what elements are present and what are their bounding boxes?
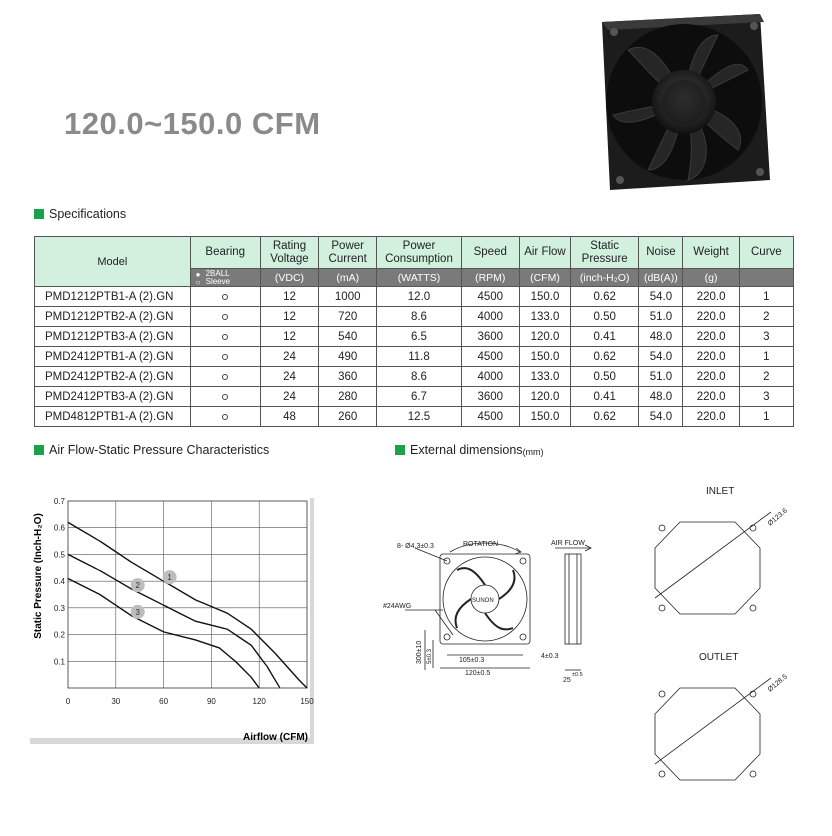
- cell-model: PMD1212PTB3-A (2).GN: [35, 327, 191, 347]
- cell-model: PMD2412PTB2-A (2).GN: [35, 367, 191, 387]
- cell-cfm: 133.0: [519, 307, 570, 327]
- cell-voltage: 24: [260, 387, 318, 407]
- cell-curve: 3: [739, 327, 793, 347]
- cell-cfm: 120.0: [519, 387, 570, 407]
- airflow-pressure-chart: [28, 488, 316, 744]
- cell-voltage: 48: [260, 407, 318, 427]
- label-dim-5: 5±0.3: [427, 649, 433, 664]
- header-rating-voltage: Rating Voltage: [260, 237, 318, 269]
- specifications-table: [34, 236, 794, 427]
- cell-model: PMD4812PTB1-A (2).GN: [35, 407, 191, 427]
- cell-pressure: 0.62: [571, 287, 639, 307]
- ball-bearing-icon: [222, 374, 228, 380]
- cell-cfm: 120.0: [519, 327, 570, 347]
- header-static-pressure: Static Pressure: [571, 237, 639, 269]
- bullet-square-icon: [34, 445, 44, 455]
- bullet-square-icon: [395, 445, 405, 455]
- cell-pressure: 0.41: [571, 327, 639, 347]
- chart-background: [28, 488, 310, 738]
- cell-speed: 3600: [461, 387, 519, 407]
- mount-hole-icon: [520, 558, 526, 564]
- x-axis-label: Airflow (CFM): [243, 732, 308, 743]
- cell-bearing: [190, 387, 260, 407]
- header-power-current: Power Current: [319, 237, 377, 269]
- ball-bearing-icon: [222, 414, 228, 420]
- section-airflow-pressure: [34, 443, 269, 457]
- cell-current: 490: [319, 347, 377, 367]
- cell-noise: 54.0: [639, 347, 683, 367]
- cell-current: 260: [319, 407, 377, 427]
- cell-bearing: [190, 287, 260, 307]
- cell-voltage: 12: [260, 287, 318, 307]
- x-tick-label: 60: [159, 697, 169, 706]
- fan-side-view: [565, 554, 581, 644]
- cell-voltage: 12: [260, 307, 318, 327]
- cell-curve: 1: [739, 287, 793, 307]
- cell-model: PMD1212PTB1-A (2).GN: [35, 287, 191, 307]
- ball-bearing-icon: [222, 354, 228, 360]
- cell-cfm: 150.0: [519, 407, 570, 427]
- cell-curve: 1: [739, 347, 793, 367]
- inlet-outline: [655, 522, 760, 614]
- cell-weight: 220.0: [683, 347, 739, 367]
- cell-current: 540: [319, 327, 377, 347]
- x-tick-label: 150: [300, 697, 314, 706]
- label-dim-25: 25: [563, 677, 571, 684]
- cell-watts: 6.7: [377, 387, 461, 407]
- cell-current: 1000: [319, 287, 377, 307]
- ball-bearing-icon: [222, 394, 228, 400]
- cell-cfm: 133.0: [519, 367, 570, 387]
- cell-cfm: 150.0: [519, 347, 570, 367]
- cell-weight: 220.0: [683, 367, 739, 387]
- y-tick-label: 0.3: [53, 603, 65, 613]
- fan-photo: [588, 10, 774, 194]
- unit-speed: (RPM): [461, 269, 519, 287]
- header-power-consumption: Power Consumption: [377, 237, 461, 269]
- ball-bearing-icon: [222, 314, 228, 320]
- outlet-outline: [655, 688, 760, 780]
- ball-bearing-icon: [222, 334, 228, 340]
- cell-speed: 3600: [461, 327, 519, 347]
- cell-model: PMD2412PTB3-A (2).GN: [35, 387, 191, 407]
- cell-curve: 3: [739, 387, 793, 407]
- unit-power-consumption: (WATTS): [377, 269, 461, 287]
- label-dim-105: 105±0.3: [459, 657, 485, 664]
- cell-bearing: [190, 307, 260, 327]
- cell-watts: 8.6: [377, 307, 461, 327]
- section-specifications: [34, 207, 126, 221]
- unit-bearing-sleeve: Sleeve: [205, 276, 231, 286]
- cell-watts: 12.0: [377, 287, 461, 307]
- cell-watts: 6.5: [377, 327, 461, 347]
- cell-noise: 54.0: [639, 407, 683, 427]
- cell-curve: 1: [739, 407, 793, 427]
- table-row: [35, 387, 794, 407]
- x-tick-label: 30: [111, 697, 121, 706]
- cell-speed: 4500: [461, 287, 519, 307]
- label-outlet-diameter: Ø128.5: [766, 673, 789, 694]
- mount-hole-icon: [750, 691, 756, 697]
- unit-curve: [739, 269, 793, 287]
- y-tick-label: 0.7: [53, 497, 65, 506]
- cell-pressure: 0.41: [571, 387, 639, 407]
- cell-weight: 220.0: [683, 407, 739, 427]
- label-holes: 8- Ø4.3±0.3: [397, 543, 434, 550]
- bullet-square-icon: [34, 209, 44, 219]
- section-external-dimensions-unit: (mm): [522, 446, 544, 457]
- unit-weight: (g): [683, 269, 739, 287]
- cell-weight: 220.0: [683, 307, 739, 327]
- cell-cfm: 150.0: [519, 287, 570, 307]
- mount-hole-icon: [659, 525, 665, 531]
- table-row: [35, 367, 794, 387]
- y-tick-label: 0.2: [53, 630, 65, 640]
- cell-watts: 12.5: [377, 407, 461, 427]
- unit-power-current: (mA): [319, 269, 377, 287]
- cell-weight: 220.0: [683, 327, 739, 347]
- cell-model: PMD2412PTB1-A (2).GN: [35, 347, 191, 367]
- unit-air-flow: (CFM): [519, 269, 570, 287]
- label-dim-120: 120±0.5: [465, 670, 491, 677]
- cell-bearing: [190, 327, 260, 347]
- mount-hole-icon: [750, 771, 756, 777]
- mount-hole-icon: [750, 525, 756, 531]
- cell-noise: 51.0: [639, 367, 683, 387]
- cell-pressure: 0.50: [571, 307, 639, 327]
- mount-hole-icon: [659, 691, 665, 697]
- label-dim-4: 4±0.3: [541, 653, 559, 660]
- ball-bearing-icon: [222, 294, 228, 300]
- mount-hole-icon: [659, 771, 665, 777]
- y-tick-label: 0.1: [53, 657, 65, 667]
- x-tick-label: 90: [206, 697, 216, 706]
- section-specifications-label: Specifications: [49, 207, 127, 221]
- cell-noise: 51.0: [639, 307, 683, 327]
- table-row: [35, 407, 794, 427]
- label-dim-25-tol: ±0.5: [572, 672, 583, 678]
- cell-voltage: 12: [260, 327, 318, 347]
- label-dim-300: 300±10: [416, 640, 423, 664]
- header-noise: Noise: [639, 237, 683, 269]
- unit-static-pressure: (inch-H₂O): [571, 269, 639, 287]
- unit-bearing-2ball: 2BALL: [205, 268, 230, 278]
- cell-bearing: [190, 407, 260, 427]
- cell-noise: 48.0: [639, 387, 683, 407]
- dimension-drawing: [375, 470, 815, 810]
- label-inlet: INLET: [706, 486, 735, 497]
- cell-curve: 2: [739, 367, 793, 387]
- table-row: [35, 287, 794, 307]
- unit-bearing: [190, 269, 260, 287]
- mount-hole-icon: [520, 634, 526, 640]
- cell-noise: 54.0: [639, 287, 683, 307]
- y-tick-label: 0.4: [53, 577, 65, 587]
- cell-speed: 4000: [461, 367, 519, 387]
- y-tick-label: 0.6: [53, 523, 65, 533]
- x-tick-label: 120: [252, 697, 266, 706]
- label-inlet-diameter: Ø123.6: [766, 507, 789, 528]
- cell-current: 720: [319, 307, 377, 327]
- cell-weight: 220.0: [683, 387, 739, 407]
- cell-weight: 220.0: [683, 287, 739, 307]
- cell-model: PMD1212PTB2-A (2).GN: [35, 307, 191, 327]
- mount-hole-icon: [659, 605, 665, 611]
- label-wire: #24AWG: [383, 603, 412, 610]
- y-tick-label: 0.5: [53, 550, 65, 560]
- curve-label-2: 2: [135, 581, 140, 591]
- cell-curve: 2: [739, 307, 793, 327]
- bearing-legend-icon: ● ○: [195, 270, 201, 287]
- cell-watts: 11.8: [377, 347, 461, 367]
- unit-noise: (dB(A)): [639, 269, 683, 287]
- cell-current: 360: [319, 367, 377, 387]
- cell-bearing: [190, 367, 260, 387]
- label-air-flow: AIR FLOW: [551, 540, 585, 547]
- header-bearing: Bearing: [190, 237, 260, 269]
- cell-bearing: [190, 347, 260, 367]
- label-brand: SUNON: [472, 598, 494, 604]
- cell-watts: 8.6: [377, 367, 461, 387]
- table-row: [35, 347, 794, 367]
- label-rotation: ROTATION: [463, 541, 499, 548]
- header-speed: Speed: [461, 237, 519, 269]
- cell-pressure: 0.62: [571, 407, 639, 427]
- header-weight: Weight: [683, 237, 739, 269]
- mount-hole-icon: [444, 634, 450, 640]
- cell-voltage: 24: [260, 367, 318, 387]
- label-outlet: OUTLET: [699, 652, 739, 663]
- page-title: 120.0~150.0 CFM: [64, 106, 321, 141]
- curve-label-3: 3: [135, 607, 140, 617]
- cell-pressure: 0.62: [571, 347, 639, 367]
- cell-current: 280: [319, 387, 377, 407]
- y-axis-label: Static Pressure (Inch-H₂O): [33, 513, 44, 639]
- x-tick-label: 0: [65, 697, 71, 706]
- unit-rating-voltage: (VDC): [260, 269, 318, 287]
- section-external-dimensions: [395, 443, 544, 457]
- section-external-dimensions-label: External dimensions: [410, 443, 523, 457]
- section-airflow-pressure-label: Air Flow-Static Pressure Characteristics: [49, 443, 270, 457]
- table-row: [35, 307, 794, 327]
- cell-voltage: 24: [260, 347, 318, 367]
- cell-pressure: 0.50: [571, 367, 639, 387]
- mount-hole-icon: [750, 605, 756, 611]
- cell-speed: 4500: [461, 347, 519, 367]
- header-air-flow: Air Flow: [519, 237, 570, 269]
- header-curve: Curve: [739, 237, 793, 269]
- table-row: [35, 327, 794, 347]
- curve-label-1: 1: [167, 573, 172, 583]
- cell-speed: 4000: [461, 307, 519, 327]
- header-model: Model: [35, 237, 191, 287]
- cell-speed: 4500: [461, 407, 519, 427]
- cell-noise: 48.0: [639, 327, 683, 347]
